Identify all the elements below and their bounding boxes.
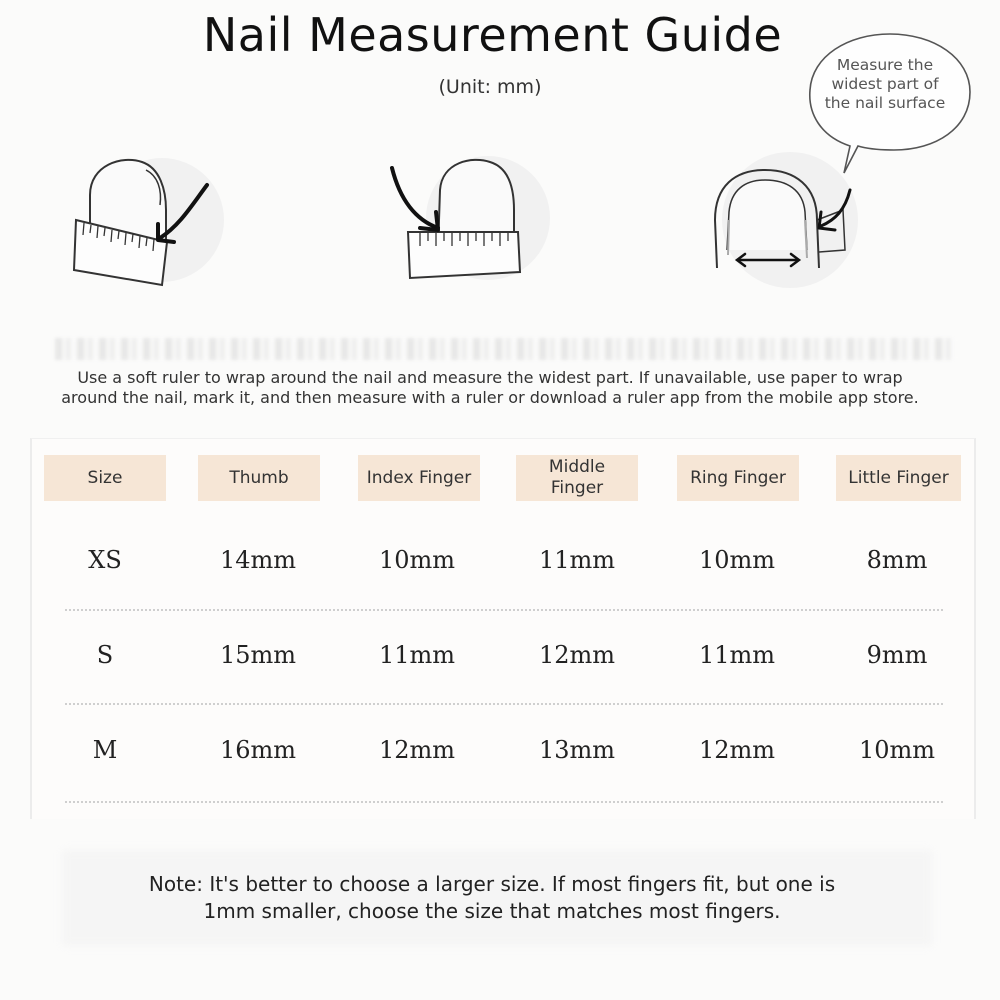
table-cell: 9mm (866, 641, 928, 669)
table-cell: 10mm (858, 736, 936, 764)
table-cell: 12mm (698, 736, 776, 764)
table-cell: 14mm (219, 546, 297, 574)
table-cell: 10mm (378, 546, 456, 574)
row-divider (65, 609, 943, 611)
instruction-line: around the nail, mark it, and then measure with a ruler or download a ruler app from the mobile app store. (61, 388, 919, 407)
blurred-text-strip (55, 338, 955, 360)
instructions-text (30, 368, 950, 408)
page-title: Nail Measurement Guide (202, 8, 783, 62)
table-cell: 11mm (378, 641, 456, 669)
callout-line: widest part of (831, 75, 939, 93)
table-cell: 10mm (698, 546, 776, 574)
header-cell-little: Little Finger (836, 455, 961, 501)
ruler-wrap-finger-icon (380, 150, 560, 310)
table-cell: 15mm (219, 641, 297, 669)
note-text (62, 871, 922, 925)
header-cell-middle: Middle Finger (516, 455, 638, 501)
row-divider (65, 801, 943, 803)
callout-line: the nail surface (824, 94, 946, 112)
header-cell-size: Size (44, 455, 166, 501)
table-cell: 11mm (538, 546, 616, 574)
table-cell: 16mm (219, 736, 297, 764)
callout-line: Measure the (836, 56, 934, 74)
ruler-wrap-thumb-icon (62, 150, 242, 310)
unit-label: (Unit: mm) (438, 76, 542, 98)
table-cell: 12mm (538, 641, 616, 669)
nail-width-icon (695, 150, 875, 310)
table-cell: 11mm (698, 641, 776, 669)
note-line: Note: It's better to choose a larger size. If most fingers fit, but one is (148, 872, 836, 896)
header-cell-ring: Ring Finger (677, 455, 799, 501)
size-label: S (96, 641, 114, 669)
header-cell-thumb: Thumb (198, 455, 320, 501)
size-label: XS (88, 546, 122, 574)
instruction-line: Use a soft ruler to wrap around the nail and measure the widest part. If unavailable, use paper to wrap (77, 368, 903, 387)
header-cell-index: Index Finger (358, 455, 480, 501)
size-label: M (92, 736, 118, 764)
callout-text (807, 56, 963, 113)
row-divider (65, 703, 943, 705)
table-cell: 13mm (538, 736, 616, 764)
table-cell: 12mm (378, 736, 456, 764)
table-cell: 8mm (866, 546, 928, 574)
note-line: 1mm smaller, choose the size that matches most fingers. (203, 899, 781, 923)
